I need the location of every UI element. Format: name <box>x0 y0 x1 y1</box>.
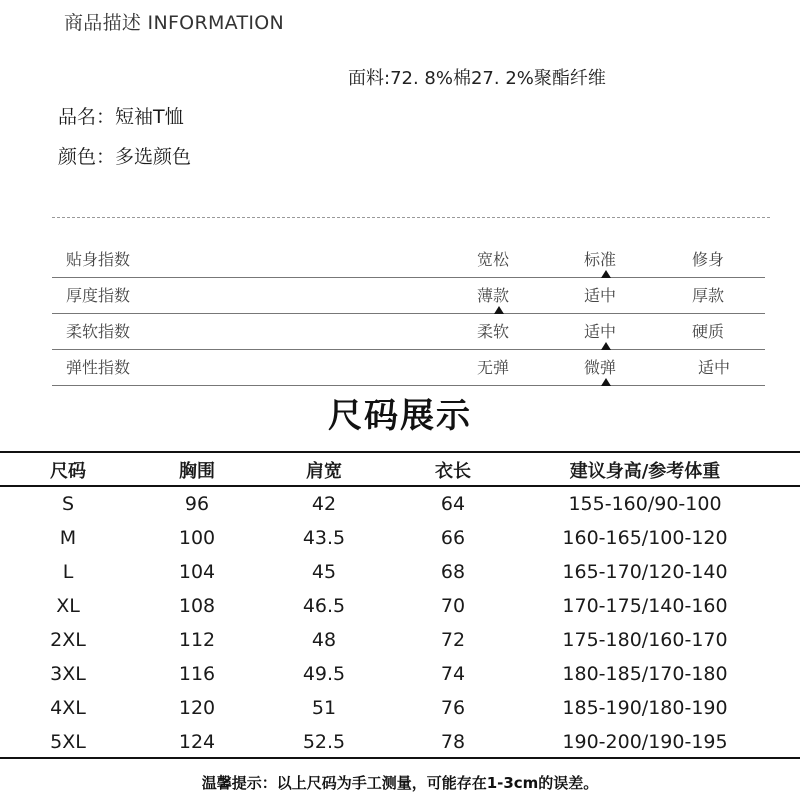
product-name: 品名：短袖T恤 <box>58 106 184 128</box>
table-cell: M <box>59 527 77 549</box>
fabric-composition: 面料:72. 8%棉27. 2%聚酯纤维 <box>348 68 606 89</box>
table-cell: 72 <box>440 629 466 651</box>
table-cell: 78 <box>440 731 466 753</box>
table-cell: 100 <box>178 527 216 549</box>
index-option: 适中 <box>584 286 617 305</box>
table-cell: 64 <box>440 493 466 515</box>
index-option: 微弹 <box>584 358 617 377</box>
table-cell: 66 <box>440 527 466 549</box>
table-cell: 74 <box>440 663 466 685</box>
table-cell: S <box>61 493 75 515</box>
table-cell: 108 <box>178 595 216 617</box>
table-header-cell: 尺码 <box>50 461 86 482</box>
table-cell: L <box>62 561 74 583</box>
table-rule <box>0 451 800 453</box>
table-header-cell: 肩宽 <box>306 461 342 482</box>
index-label: 贴身指数 <box>66 250 131 269</box>
index-option: 修身 <box>692 250 725 269</box>
index-option: 柔软 <box>477 322 510 341</box>
index-option: 硬质 <box>692 322 725 341</box>
table-cell: 2XL <box>50 629 86 651</box>
index-row <box>52 277 765 314</box>
size-section-title: 尺码展示 <box>328 396 472 436</box>
table-cell: XL <box>56 595 80 617</box>
table-cell: 76 <box>440 697 466 719</box>
index-row <box>52 313 765 350</box>
table-cell: 175-180/160-170 <box>562 629 728 651</box>
table-cell: 4XL <box>50 697 86 719</box>
table-cell: 155-160/90-100 <box>568 493 722 515</box>
table-rule <box>0 757 800 759</box>
table-cell: 120 <box>178 697 216 719</box>
index-option: 适中 <box>584 322 617 341</box>
index-option: 标准 <box>584 250 617 269</box>
table-header-cell: 衣长 <box>435 461 471 482</box>
table-cell: 68 <box>440 561 466 583</box>
table-cell: 42 <box>311 493 337 515</box>
table-cell: 190-200/190-195 <box>562 731 728 753</box>
product-color: 颜色：多选颜色 <box>58 146 192 168</box>
table-cell: 3XL <box>50 663 86 685</box>
index-row <box>52 241 765 278</box>
measurement-notice: 温馨提示：以上尺码为手工测量，可能存在1-3cm的误差。 <box>201 774 599 792</box>
table-cell: 165-170/120-140 <box>562 561 728 583</box>
index-label: 厚度指数 <box>66 286 131 305</box>
selected-marker-icon <box>601 378 611 386</box>
index-row <box>52 349 765 386</box>
table-cell: 46.5 <box>302 595 346 617</box>
table-cell: 48 <box>311 629 337 651</box>
table-cell: 5XL <box>50 731 86 753</box>
table-cell: 104 <box>178 561 216 583</box>
index-label: 弹性指数 <box>66 358 131 377</box>
index-label: 柔软指数 <box>66 322 131 341</box>
table-cell: 185-190/180-190 <box>562 697 728 719</box>
table-cell: 116 <box>178 663 216 685</box>
index-option: 适中 <box>698 358 731 377</box>
table-rule <box>0 485 800 487</box>
index-option: 宽松 <box>477 250 510 269</box>
table-cell: 43.5 <box>302 527 346 549</box>
section-title: 商品描述 INFORMATION <box>64 12 285 34</box>
index-option: 薄款 <box>477 286 510 305</box>
table-cell: 112 <box>178 629 216 651</box>
dashed-divider <box>52 217 770 218</box>
table-cell: 96 <box>184 493 210 515</box>
table-cell: 49.5 <box>302 663 346 685</box>
table-cell: 45 <box>311 561 337 583</box>
index-option: 厚款 <box>692 286 725 305</box>
table-cell: 51 <box>311 697 337 719</box>
table-cell: 180-185/170-180 <box>562 663 728 685</box>
table-cell: 160-165/100-120 <box>562 527 728 549</box>
table-cell: 70 <box>440 595 466 617</box>
table-cell: 124 <box>178 731 216 753</box>
index-option: 无弹 <box>477 358 510 377</box>
table-cell: 170-175/140-160 <box>562 595 728 617</box>
table-header-cell: 建议身高/参考体重 <box>569 461 721 482</box>
table-cell: 52.5 <box>302 731 346 753</box>
table-header-cell: 胸围 <box>179 461 215 482</box>
